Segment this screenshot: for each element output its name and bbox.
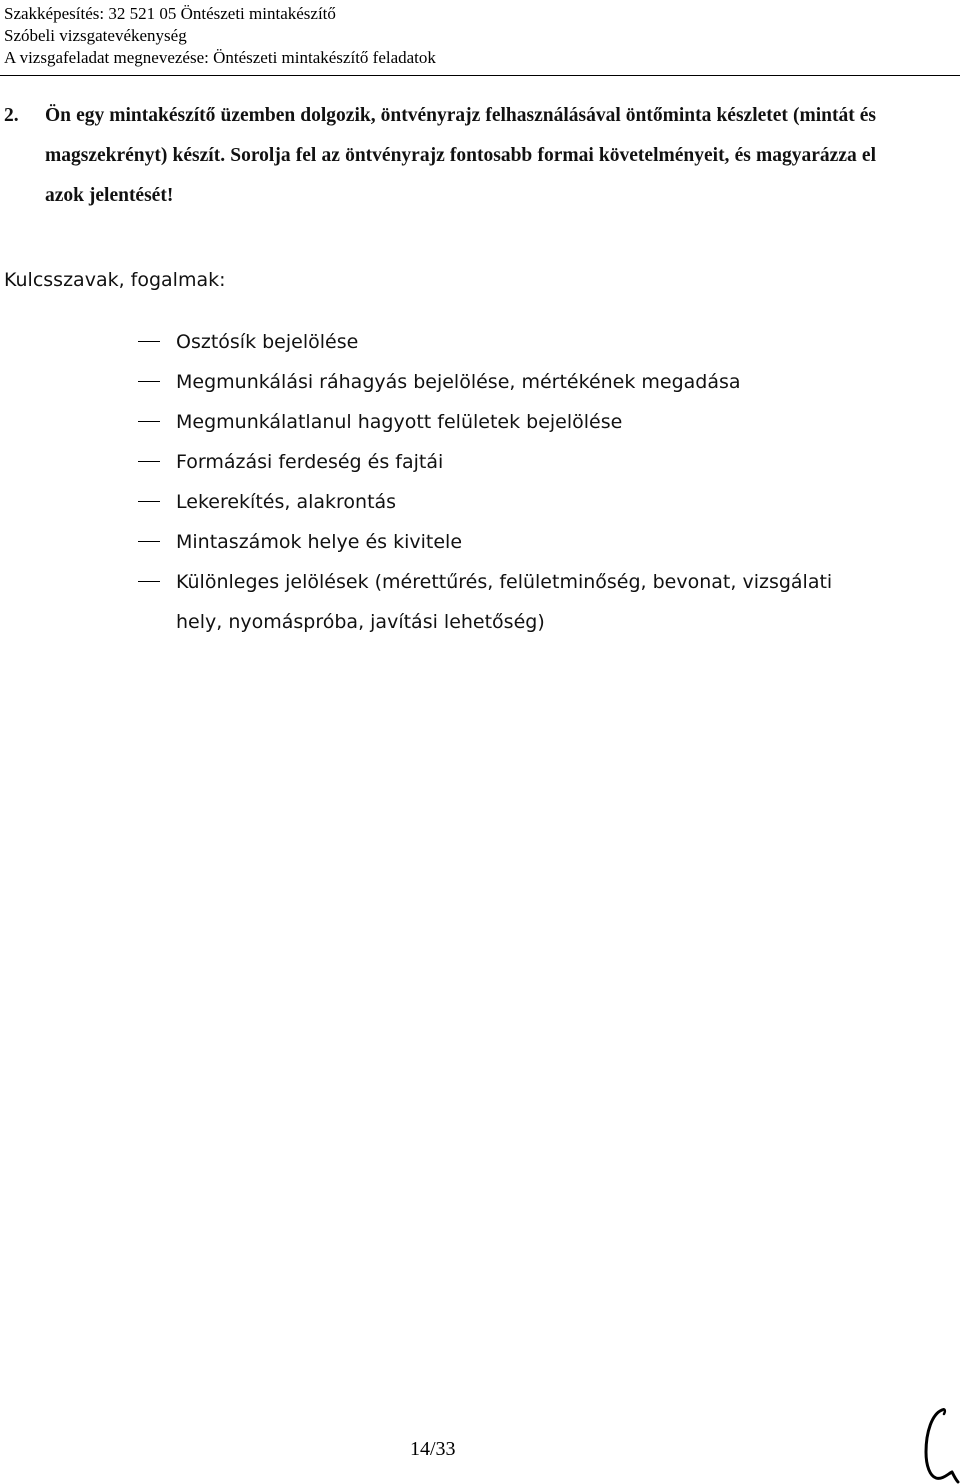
keyword-item <box>138 362 878 402</box>
dash-bullet-icon <box>138 421 160 422</box>
keyword-text: Különleges jelölések (mérettűrés, felületminőség, bevonat, vizsgálati hely, nyomáspróba, javítási lehetőség) <box>176 571 833 633</box>
qualification-line: Szakképesítés: 32 521 05 Öntészeti mintakészítő <box>4 4 336 23</box>
keyword-item <box>138 562 878 642</box>
dash-bullet-icon <box>138 341 160 342</box>
page-number: 14/33 <box>410 1438 456 1460</box>
question-text: Ön egy mintakészítő üzemben dolgozik, öntvényrajz felhasználásával öntőminta készletet (mintát és magszekrényt) készít. Sorolja fel az öntvényrajz fontosabb formai követelményeit, és magyarázza el azok jelentését! <box>45 105 876 206</box>
keyword-text: Formázási ferdeség és fajtái <box>176 451 444 473</box>
question-number: 2. <box>4 105 19 126</box>
dash-bullet-icon <box>138 501 160 502</box>
dash-bullet-icon <box>138 541 160 542</box>
keyword-item <box>138 522 878 562</box>
dash-bullet-icon <box>138 461 160 462</box>
question-block <box>4 96 876 216</box>
keywords-title: Kulcsszavak, fogalmak: <box>4 269 226 291</box>
keyword-text: Megmunkálási ráhagyás bejelölése, mértékének megadása <box>176 371 741 393</box>
keyword-item <box>138 402 878 442</box>
exam-activity-line: Szóbeli vizsgatevékenység <box>4 26 187 45</box>
keyword-item <box>138 482 878 522</box>
dash-bullet-icon <box>138 581 160 582</box>
keyword-item <box>138 442 878 482</box>
dash-bullet-icon <box>138 381 160 382</box>
task-name-line: A vizsgafeladat megnevezése: Öntészeti mintakészítő feladatok <box>4 48 436 67</box>
keyword-item <box>138 322 878 362</box>
keyword-text: Osztósík bejelölése <box>176 331 359 353</box>
header-divider <box>0 75 960 76</box>
keyword-text: Megmunkálatlanul hagyott felületek bejelölése <box>176 411 623 433</box>
keyword-text: Mintaszámok helye és kivitele <box>176 531 463 553</box>
handwritten-signature-icon <box>912 1404 960 1484</box>
keyword-list <box>138 322 878 642</box>
page-header <box>4 3 944 69</box>
keyword-text: Lekerekítés, alakrontás <box>176 491 397 513</box>
